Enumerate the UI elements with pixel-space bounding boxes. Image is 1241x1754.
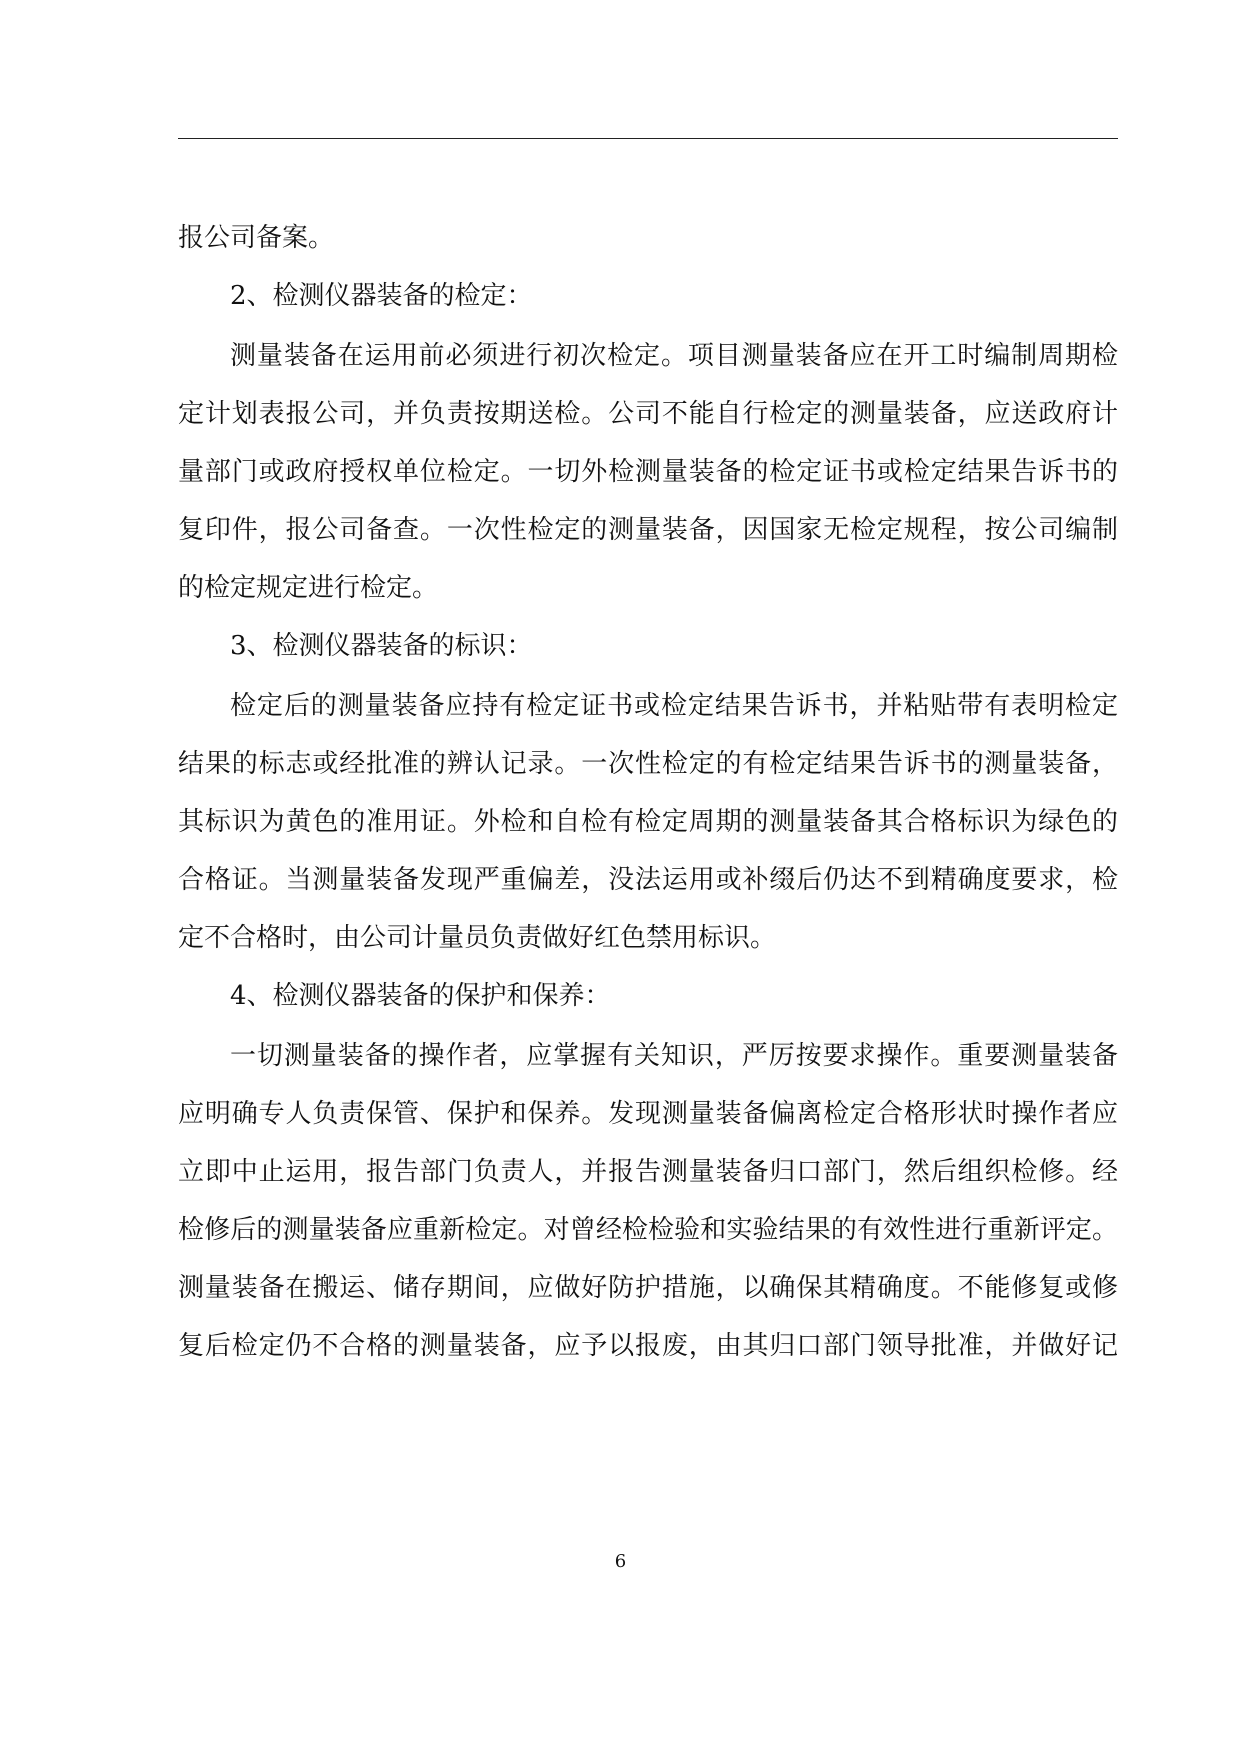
text-line: 立即中止运用，报告部门负责人，并报告测量装备归口部门，然后组织检修。经 bbox=[178, 1157, 1118, 1187]
text-line: 量部门或政府授权单位检定。一切外检测量装备的检定证书或检定结果告诉书的 bbox=[178, 457, 1118, 487]
text-line: 应明确专人负责保管、保护和保养。发现测量装备偏离检定合格形状时操作者应 bbox=[178, 1099, 1118, 1129]
page-number: 6 bbox=[614, 1551, 627, 1572]
text-line: 定不合格时，由公司计量员负责做好红色禁用标识。 bbox=[178, 923, 777, 953]
section-heading: 4、检测仪器装备的保护和保养： bbox=[230, 981, 611, 1011]
text-line: 的检定规定进行检定。 bbox=[178, 573, 439, 603]
text-line: 报公司备案。 bbox=[178, 223, 335, 253]
text-line: 复后检定仍不合格的测量装备，应予以报废，由其归口部门领导批准，并做好记 bbox=[178, 1331, 1118, 1361]
text-line: 复印件，报公司备查。一次性检定的测量装备，因国家无检定规程，按公司编制 bbox=[178, 515, 1118, 545]
text-line: 检定后的测量装备应持有检定证书或检定结果告诉书，并粘贴带有表明检定 bbox=[230, 691, 1118, 721]
text-line: 检修后的测量装备应重新检定。对曾经检检验和实验结果的有效性进行重新评定。 bbox=[178, 1215, 1118, 1245]
section-heading: 2、检测仪器装备的检定： bbox=[230, 281, 533, 311]
text-line: 一切测量装备的操作者，应掌握有关知识，严厉按要求操作。重要测量装备 bbox=[230, 1041, 1118, 1071]
text-line: 定计划表报公司，并负责按期送检。公司不能自行检定的测量装备，应送政府计 bbox=[178, 399, 1118, 429]
header-rule bbox=[178, 138, 1118, 139]
text-line: 测量装备在搬运、储存期间，应做好防护措施，以确保其精确度。不能修复或修 bbox=[178, 1273, 1118, 1303]
text-line: 测量装备在运用前必须进行初次检定。项目测量装备应在开工时编制周期检 bbox=[230, 341, 1118, 371]
text-line: 合格证。当测量装备发现严重偏差，没法运用或补缀后仍达不到精确度要求，检 bbox=[178, 865, 1118, 895]
section-heading: 3、检测仪器装备的标识： bbox=[230, 631, 533, 661]
text-line: 其标识为黄色的准用证。外检和自检有检定周期的测量装备其合格标识为绿色的 bbox=[178, 807, 1118, 837]
text-line: 结果的标志或经批准的辨认记录。一次性检定的有检定结果告诉书的测量装备， bbox=[178, 749, 1118, 779]
